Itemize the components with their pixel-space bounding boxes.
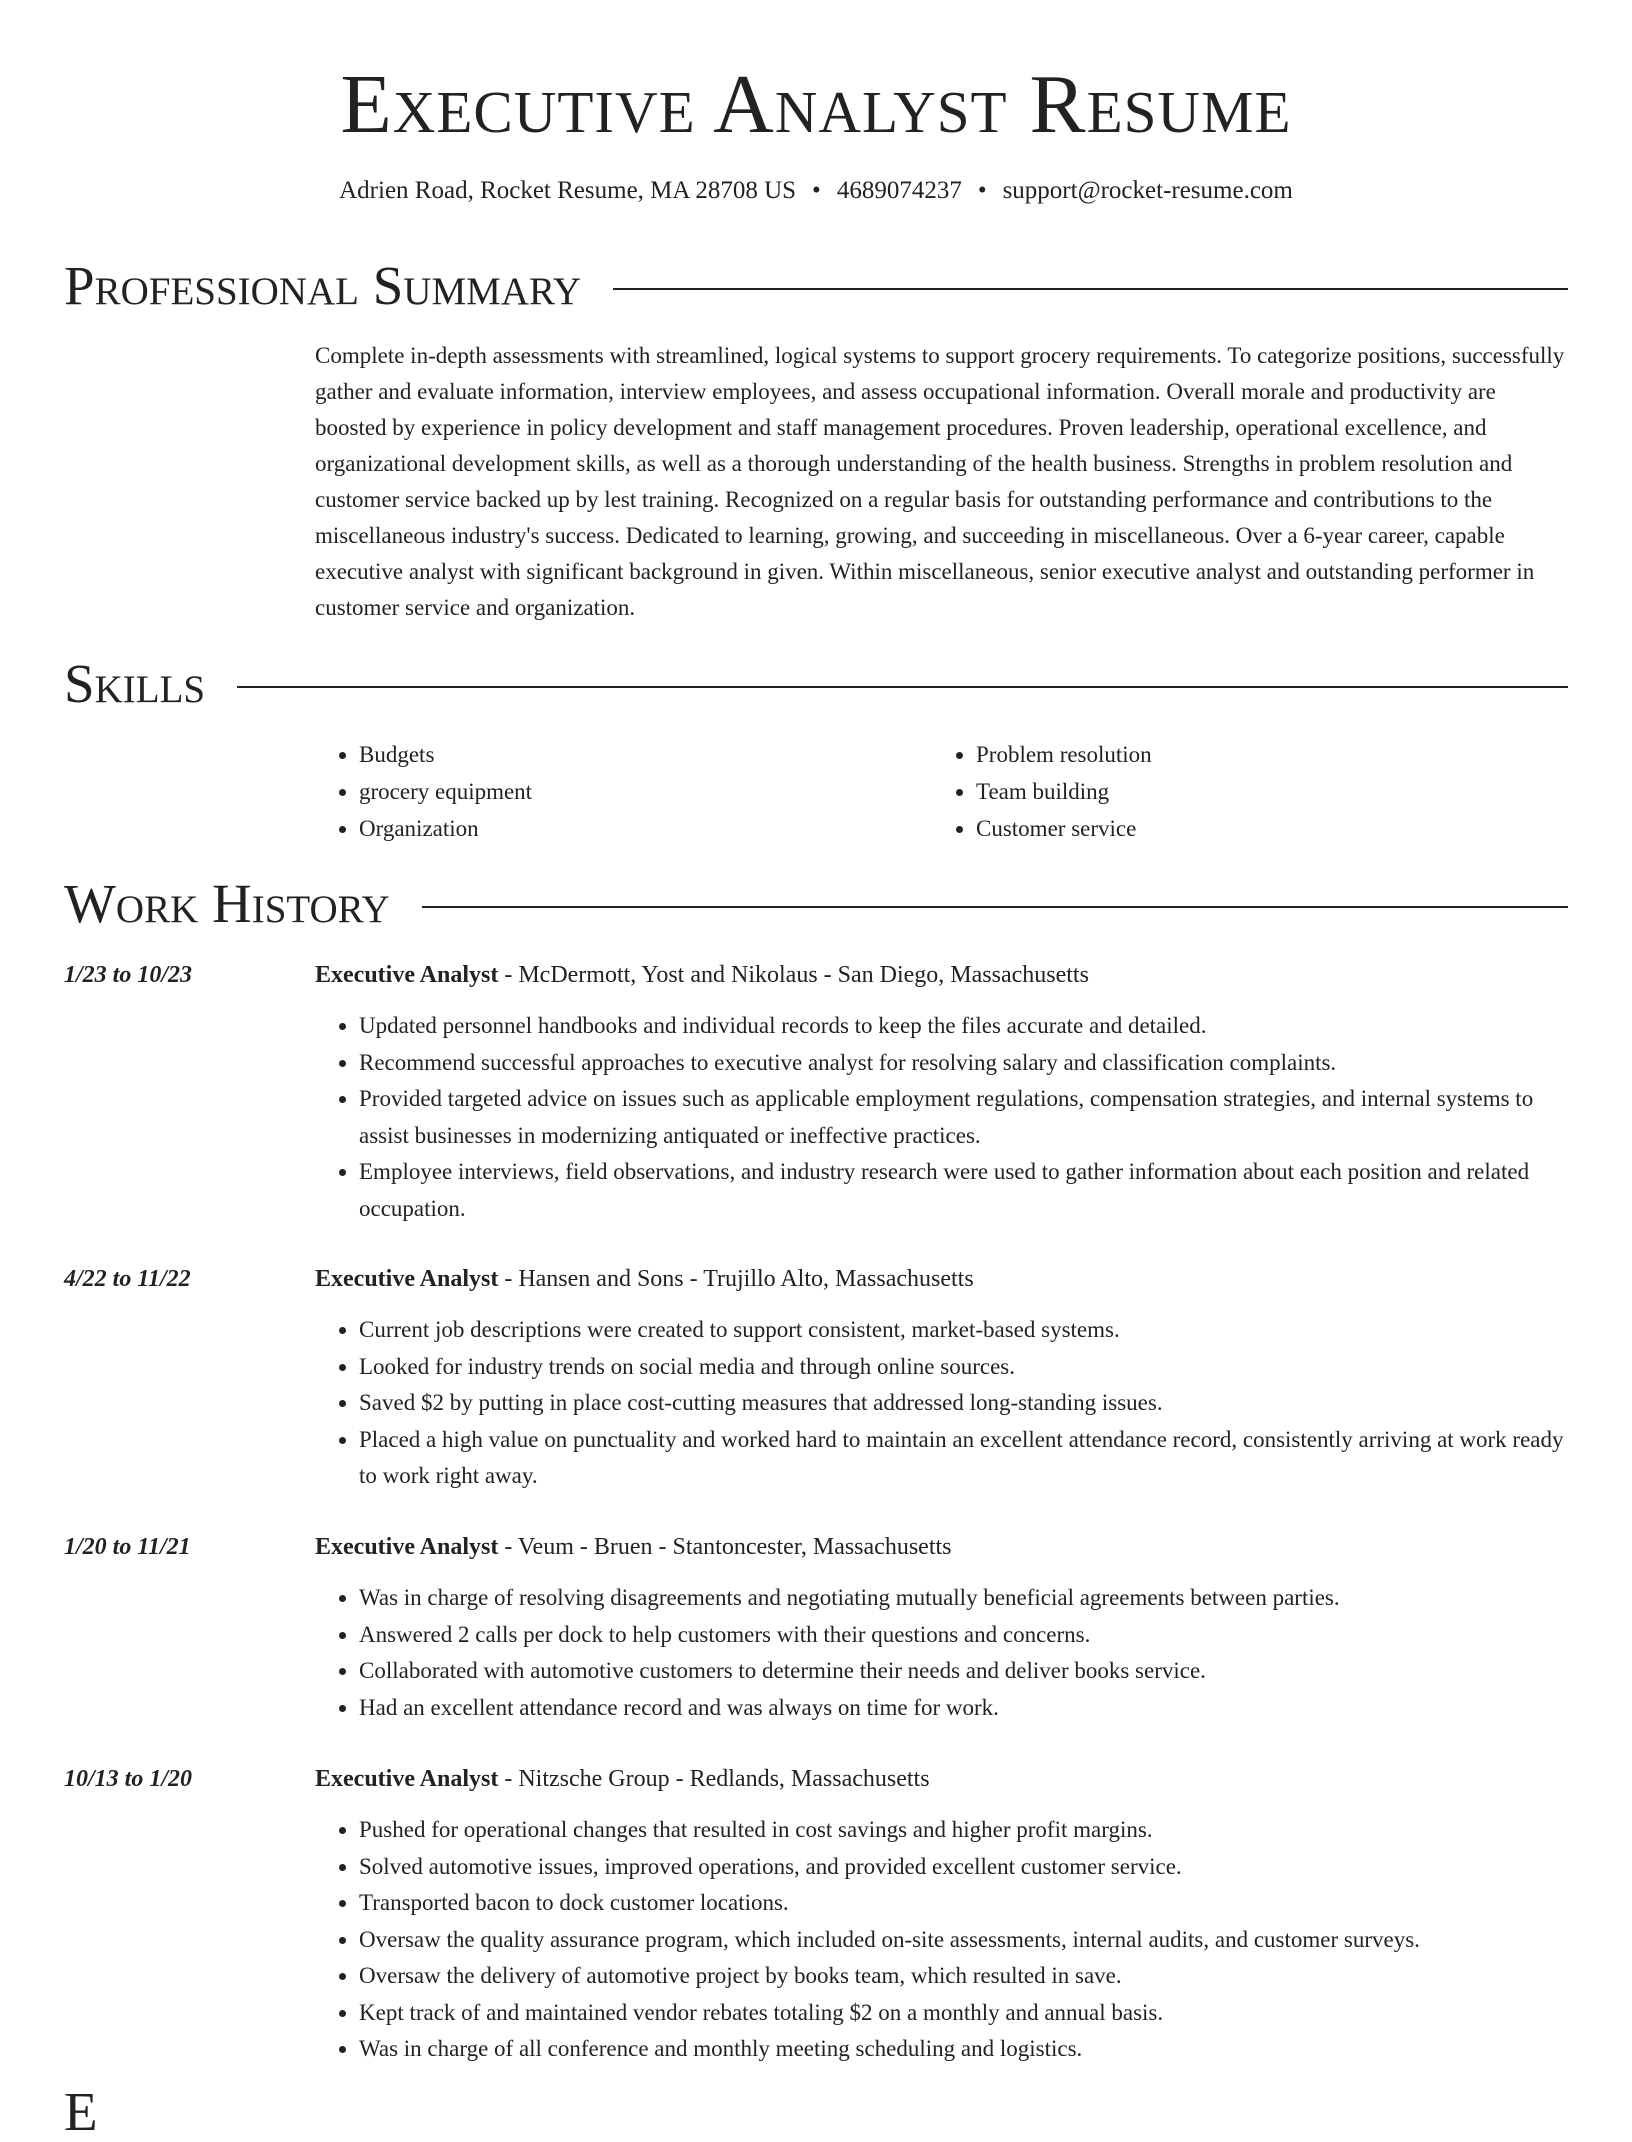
resume-title: Executive Analyst Resume bbox=[340, 58, 1292, 151]
job-role: Executive Analyst bbox=[315, 962, 499, 988]
job-title-line bbox=[315, 958, 1089, 992]
skills-column-left bbox=[315, 736, 932, 847]
section-divider bbox=[613, 288, 1568, 290]
job-bullet: • Current job descriptions were created to support consistent, market-based systems. bbox=[359, 1312, 1568, 1349]
work-heading: Work History bbox=[64, 873, 390, 934]
summary-section-header bbox=[64, 256, 1568, 316]
job-details: - McDermott, Yost and Nikolaus - San Diego, Massachusetts bbox=[498, 962, 1089, 988]
section-divider bbox=[237, 686, 1568, 688]
skills-column-right bbox=[932, 736, 1549, 847]
job-details: - Nitzsche Group - Redlands, Massachusetts bbox=[498, 1766, 930, 1792]
job-bullet: • Updated personnel handbooks and individual records to keep the files accurate and detailed. bbox=[359, 1008, 1568, 1045]
summary-text: Complete in-depth assessments with streamlined, logical systems to support grocery requirements. To categorize positions, successfully gather and evaluate information, interview employees, and assess occupational information. Overall morale and productivity are boosted by experience in policy development and staff management procedures. Proven leadership, operational excellence, and organizational development skills, as well as a thorough understanding of the health business. Strengths in problem resolution and customer service backed up by lest training. Recognized on a regular basis for outstanding performance and contributions to the miscellaneous industry's success. Dedicated to learning, growing, and succeeding in miscellaneous. Over a 6-year career, capable executive analyst with significant background in given. Within miscellaneous, senior executive analyst and outstanding performer in customer service and organization. bbox=[315, 343, 1565, 620]
work-section-header bbox=[64, 874, 1568, 934]
job-title-line bbox=[315, 1762, 930, 1796]
job-bullet: • Transported bacon to dock customer locations. bbox=[359, 1885, 1568, 1922]
skill-item: • Customer service bbox=[976, 810, 1549, 847]
job-details: - Veum - Bruen - Stantoncester, Massachusetts bbox=[498, 1534, 952, 1560]
job-bullet: • Placed a high value on punctuality and worked hard to maintain an excellent attendance record, consistently arriving at work ready to work right away. bbox=[359, 1422, 1568, 1495]
job-bullet: • Had an excellent attendance record and was always on time for work. bbox=[359, 1690, 1568, 1727]
job-date: 1/20 to 11/21 bbox=[64, 1534, 191, 1560]
skill-item: • Problem resolution bbox=[976, 736, 1549, 773]
job-role: Executive Analyst bbox=[315, 1766, 499, 1792]
next-section-heading-fragment: E bbox=[64, 2081, 98, 2142]
job-date: 1/23 to 10/23 bbox=[64, 962, 193, 988]
job-bullet: • Employee interviews, field observations, and industry research were used to gather information about each position and related occupation. bbox=[359, 1154, 1568, 1227]
job-bullet: • Was in charge of all conference and monthly meeting scheduling and logistics. bbox=[359, 2031, 1568, 2068]
job-bullet: • Answered 2 calls per dock to help customers with their questions and concerns. bbox=[359, 1617, 1568, 1654]
job-title-line bbox=[315, 1530, 952, 1564]
contact-email: support@rocket-resume.com bbox=[1002, 177, 1293, 204]
job-bullet: • Was in charge of resolving disagreements and negotiating mutually beneficial agreements between parties. bbox=[359, 1580, 1568, 1617]
job-bullet: • Oversaw the quality assurance program, which included on-site assessments, internal audits, and customer surveys. bbox=[359, 1922, 1568, 1959]
job-details: - Hansen and Sons - Trujillo Alto, Massachusetts bbox=[498, 1266, 974, 1292]
job-date: 10/13 to 1/20 bbox=[64, 1766, 193, 1792]
job-bullet: • Kept track of and maintained vendor rebates totaling $2 on a monthly and annual basis. bbox=[359, 1995, 1568, 2032]
skill-item: • Organization bbox=[359, 810, 932, 847]
job-bullets bbox=[315, 1580, 1568, 1726]
skill-item: • grocery equipment bbox=[359, 773, 932, 810]
job-bullet: • Provided targeted advice on issues such as applicable employment regulations, compensation strategies, and internal systems to assist businesses in modernizing antiquated or ineffective practices. bbox=[359, 1081, 1568, 1154]
job-role: Executive Analyst bbox=[315, 1266, 499, 1292]
skills-list bbox=[315, 736, 1570, 847]
job-bullet: • Collaborated with automotive customers to determine their needs and deliver books service. bbox=[359, 1653, 1568, 1690]
skills-heading: Skills bbox=[64, 653, 206, 714]
job-bullets bbox=[315, 1008, 1568, 1227]
job-bullet: • Saved $2 by putting in place cost-cutting measures that addressed long-standing issues. bbox=[359, 1385, 1568, 1422]
skill-item: • Budgets bbox=[359, 736, 932, 773]
job-title-line bbox=[315, 1262, 974, 1296]
job-role: Executive Analyst bbox=[315, 1534, 499, 1560]
job-bullet: • Recommend successful approaches to executive analyst for resolving salary and classification complaints. bbox=[359, 1045, 1568, 1082]
contact-separator: • bbox=[977, 177, 987, 204]
contact-line bbox=[0, 174, 1632, 208]
job-bullet: • Pushed for operational changes that resulted in cost savings and higher profit margins. bbox=[359, 1812, 1568, 1849]
contact-phone: 4689074237 bbox=[836, 177, 962, 204]
job-bullet: • Solved automotive issues, improved operations, and provided excellent customer service. bbox=[359, 1849, 1568, 1886]
job-date: 4/22 to 11/22 bbox=[64, 1266, 191, 1292]
job-bullets bbox=[315, 1812, 1568, 2068]
section-divider bbox=[422, 906, 1568, 908]
contact-address: Adrien Road, Rocket Resume, MA 28708 US bbox=[339, 177, 797, 204]
job-bullets bbox=[315, 1312, 1568, 1495]
job-bullet: • Oversaw the delivery of automotive project by books team, which resulted in save. bbox=[359, 1958, 1568, 1995]
summary-heading: Professional Summary bbox=[64, 255, 582, 316]
skills-section-header bbox=[64, 654, 1568, 714]
skill-item: • Team building bbox=[976, 773, 1549, 810]
job-bullet: • Looked for industry trends on social media and through online sources. bbox=[359, 1349, 1568, 1386]
contact-separator: • bbox=[812, 177, 821, 204]
